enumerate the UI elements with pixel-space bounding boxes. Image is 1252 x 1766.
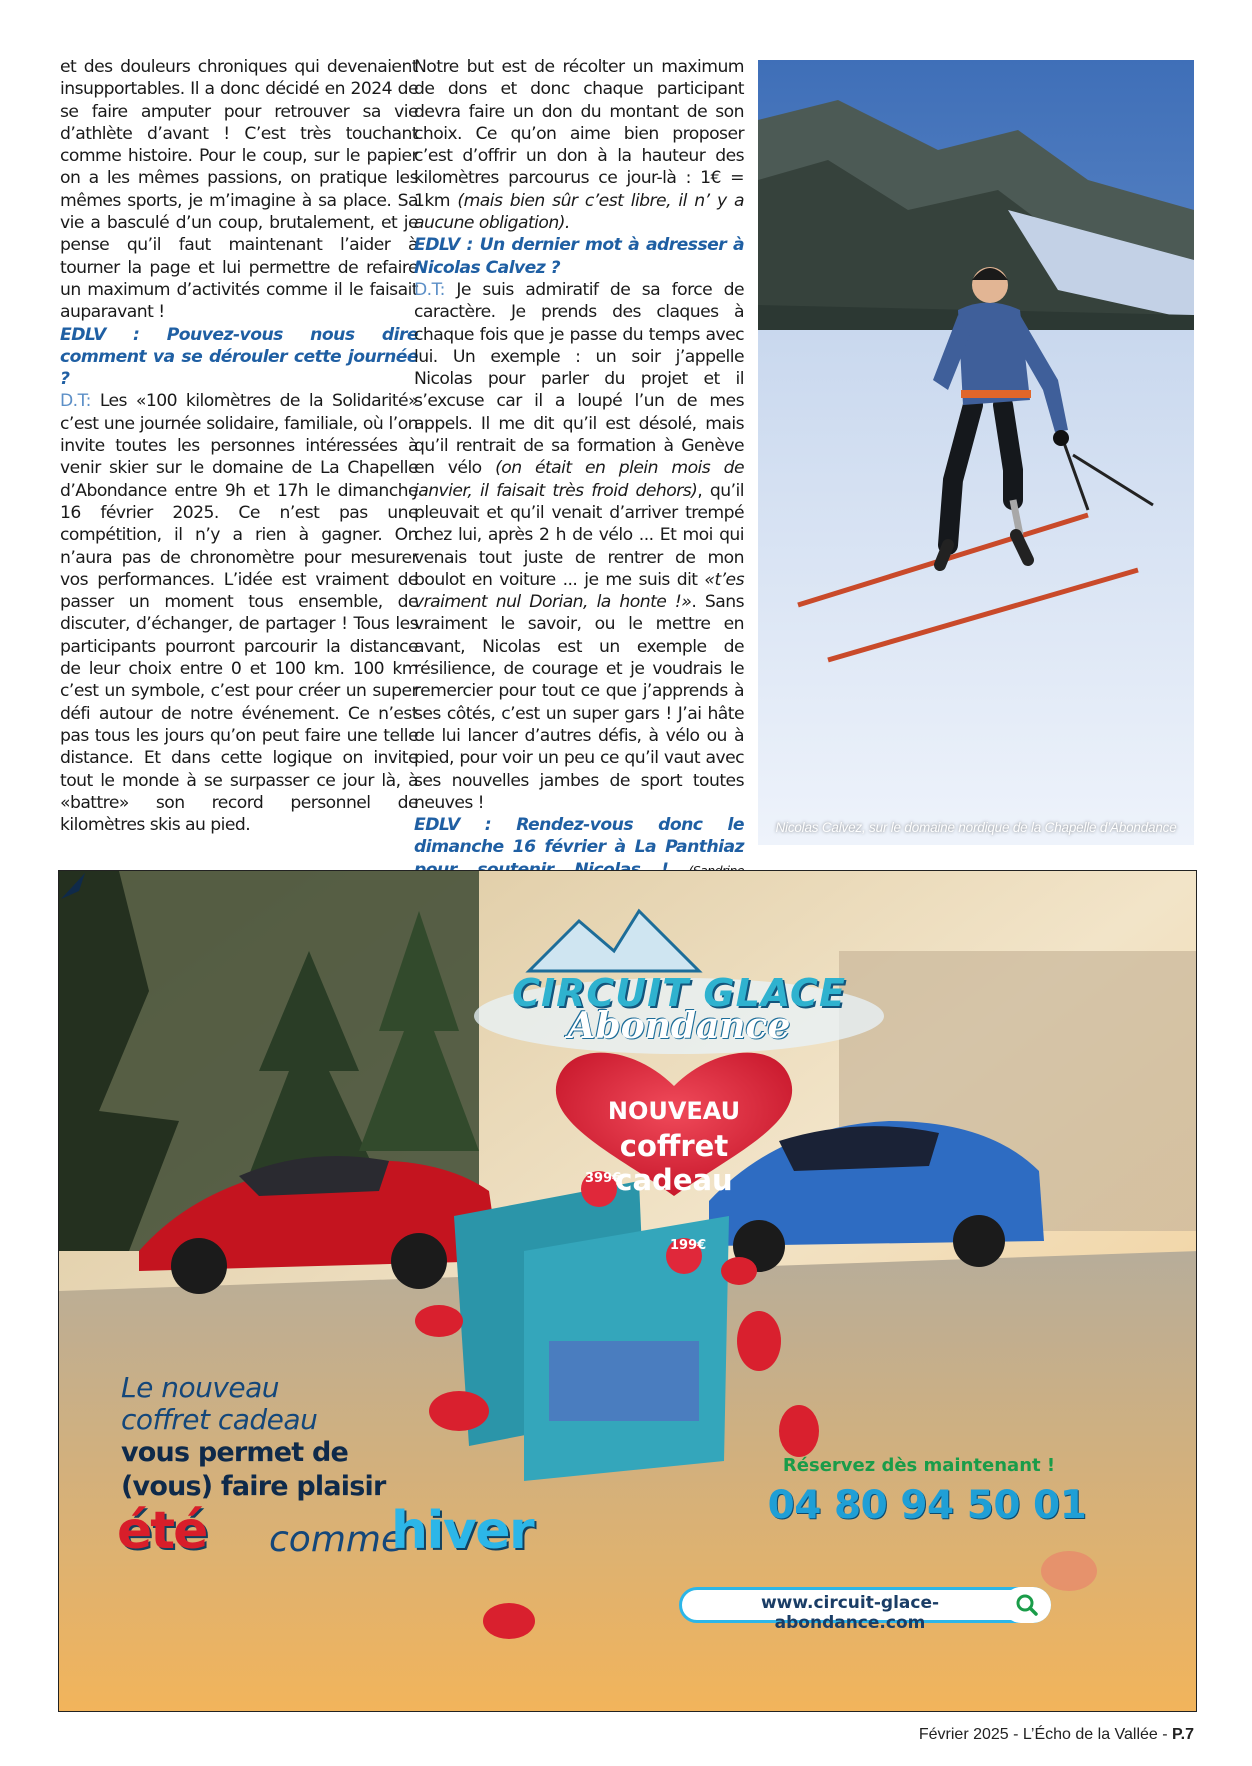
col2-quote: «t’es vraiment nul Dorian, la honte !» <box>414 569 744 613</box>
photo-caption: Nicolas Calvez, sur le domaine nordique de la Chapelle d’Abondance <box>775 820 1177 835</box>
tagline-4: (vous) faire plaisir <box>121 1471 386 1502</box>
col1-answer: Les «100 kilomètres de la Solidarité» c’est une journée solidaire, familiale, où l’on invite toutes les personnes intéressées à venir skier sur le domaine de La Chapelle d’Abondance entre 9h et 17h le dimanche 16 février 2025. Ce n’est pas une compétition, il n’y a rien à gagner. On n’aura pas de chronomètre pour mesurer vos performances. L’idée est vraiment de passer un moment tous ensemble, de discuter, d’échanger, de partager ! Tous les participants pourront parcourir la distance de leur choix entre 0 et 100 km. 100 km c’est un symbole, c’est pour créer un super défi autour de notre événement. Ce n’est pas tous les jours qu’on peut faire une telle distance. Et dans cette logique on invite tout le monde à se surpasser ce jour là, à «battre» son record personnel de kilomètres skis au pied. <box>60 391 418 836</box>
heart-line-2: coffret <box>619 1129 729 1163</box>
col2-italic-1: (mais bien sûr c’est libre, il n’ y a aucune obligation). <box>414 190 744 234</box>
col2-text-2a: Je suis admiratif de sa force de caractère. Je prends des claques à chaque fois que je passe du temps avec lui. Un exemple : un soir j’appelle Nicolas pour parler du projet et il s’excuse car il a loupé l’un de mes appels. Il me dit qu’il est désolé, mais qu’il rentrait de sa formation à Genève en vélo <box>414 279 744 479</box>
website-link[interactable]: www.circuit-glace-abondance.com <box>760 1593 940 1633</box>
col2-text-2b: , qu’il pleuvait et qu’il venait d’arriver trempé chez lui, après 2 h de vélo ... Et moi qui venais tout juste de rentrer de mon boulot en voiture ... je me suis dit <box>414 480 744 590</box>
footer-text: Février 2025 - L’Écho de la Vallée - <box>918 1726 1173 1743</box>
phone-number[interactable]: 04 80 94 50 01 <box>767 1483 1087 1528</box>
search-button[interactable] <box>1003 1587 1051 1623</box>
search-icon <box>1003 1587 1051 1623</box>
speaker-label: D.T: <box>60 391 91 412</box>
tagline-comme: comme <box>269 1519 404 1560</box>
tagline-1: Le nouveau <box>121 1371 280 1404</box>
col2-text-2c: . Sans vraiment le savoir, ou le mettre en avant, Nicolas est un exemple de résilience, de courage et je voudrais le remercier pour tout ce que j’apprends à ses côtés, c’est un super gars ! J’ai hâte de lui lancer d’autres défis, à vélo ou à pied, pour voir un peu ce qu’il vaut avec ses nouvelles jambes de sport toutes neuves ! <box>414 592 744 813</box>
skier-photo-illustration <box>758 60 1194 845</box>
reserve-text: Réservez dès maintenant ! <box>782 1455 1056 1476</box>
heart-line-3: cadeau <box>615 1163 733 1197</box>
tagline-2: coffret cadeau <box>121 1403 318 1436</box>
interview-question-1: EDLV : Pouvez-vous nous dire comment va se dérouler cette journée ? <box>60 324 418 390</box>
gift-box-price-1: 399€ <box>585 1171 622 1186</box>
brand-logo-title: CIRCUIT GLACE <box>512 971 846 1015</box>
col2-paragraph-2 <box>414 279 744 814</box>
tagline-ete: été <box>117 1501 207 1561</box>
tagline-hiver: hiver <box>391 1501 534 1561</box>
tagline-3: vous permet de <box>121 1437 348 1468</box>
col2-text-1: Notre but est de récolter un maximum de dons et donc chaque participant devra faire un don du montant de son choix. Ce qu’on aime bien proposer c’est d’offrir un don à la hauteur des kilomètres parcourus ce jour-là : 1€ = 1km <box>414 57 744 211</box>
interview-question-3: EDLV : Rendez-vous donc le dimanche 16 février à La Panthiaz <box>414 815 744 858</box>
interview-question-2: EDLV : Un dernier mot à adresser à Nicolas Calvez ? <box>414 235 744 278</box>
article-column-1 <box>60 56 418 836</box>
gift-box-price-2: 199€ <box>670 1238 707 1253</box>
speaker-label: D.T: <box>414 279 445 300</box>
heart-line-1: NOUVEAU <box>607 1097 741 1125</box>
page-number: P.7 <box>1172 1726 1194 1743</box>
cursor-arrow-icon <box>59 871 87 901</box>
col1-paragraph-1: et des douleurs chroniques qui devenaient insupportables. Il a donc décidé en 2024 de se faire amputer pour retrouver sa vie d’athlète d’avant ! C’est très touchant comme histoire. Pour le coup, sur le papier on a les mêmes passions, on pratique les mêmes sports, je m’imagine à sa place. Sa vie a basculé d’un coup, brutalement, et je pense qu’il faut maintenant l’aider à tourner la page et lui permettre de refaire un maximum d’activités comme il le faisait auparavant ! <box>60 57 418 323</box>
skier-photo <box>758 60 1194 845</box>
col2-paragraph-1 <box>414 56 744 234</box>
article-column-2 <box>414 56 744 905</box>
advertisement <box>58 870 1197 1712</box>
page-footer <box>919 1726 1194 1744</box>
col2-italic-2: (on était en plein mois de janvier, il faisait très froid dehors) <box>414 458 744 501</box>
brand-logo-subtitle: Abondance <box>567 1005 791 1047</box>
col1-paragraph-2 <box>60 390 418 836</box>
